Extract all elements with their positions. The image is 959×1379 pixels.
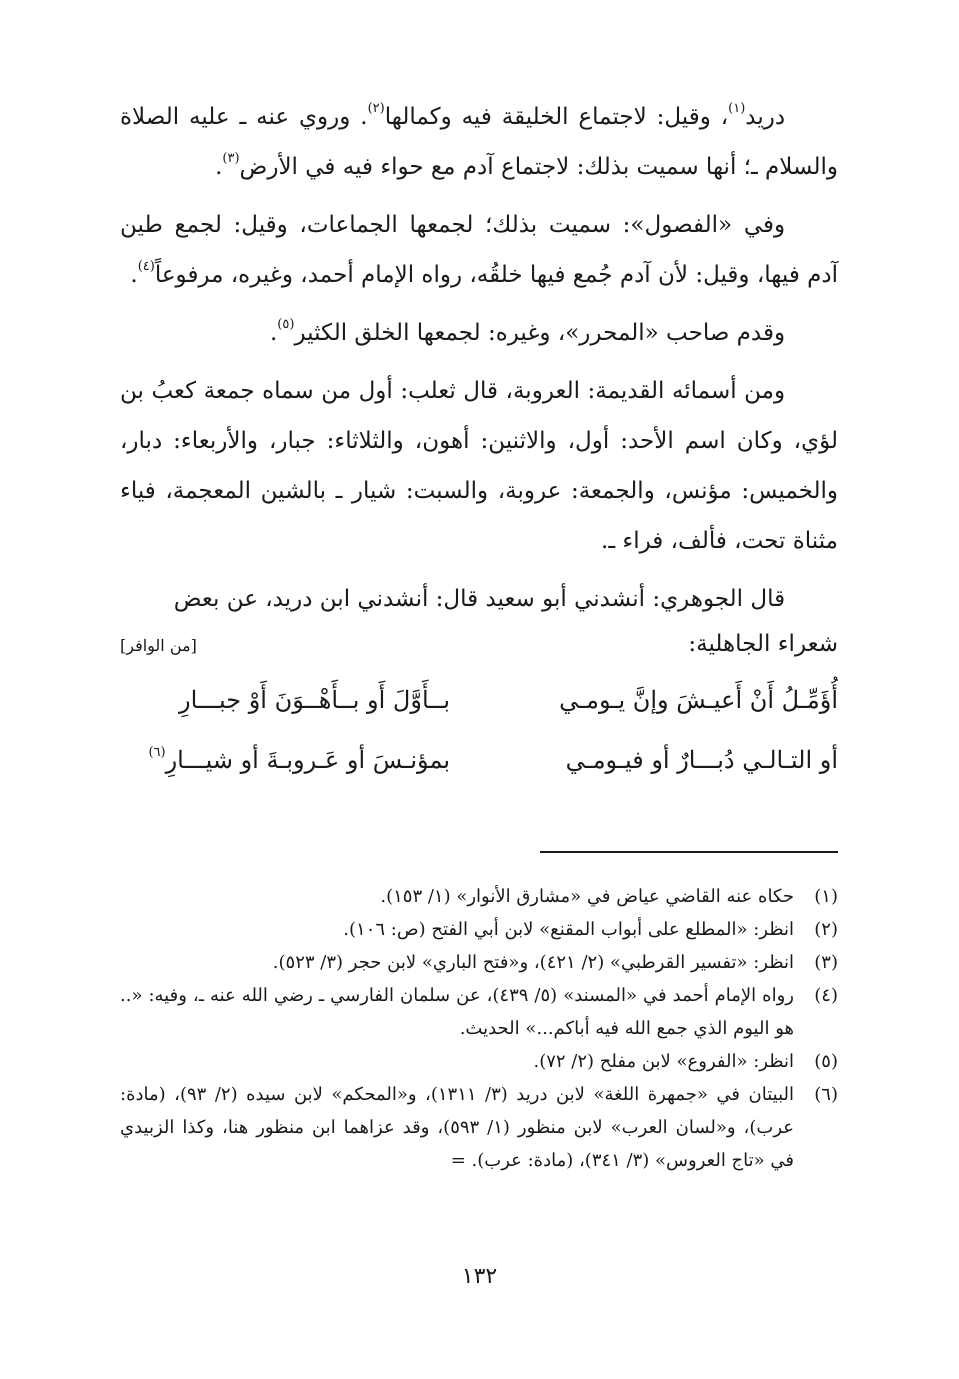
paragraph [120, 308, 838, 358]
page-number: ١٣٢ [461, 1264, 498, 1289]
footnote [120, 1045, 838, 1078]
poem [120, 670, 838, 790]
footnote-text: رواه الإمام أحمد في «المسند» (٥/ ٤٣٩)، عن سلمان الفارسي ـ رضي الله عنه ـ، وفيه: «.. هو اليوم الذي جمع الله فيه أباكم...» الحديث. [120, 985, 794, 1039]
text-run: . وروي عنه ـ عليه الصلاة والسلام ـ؛ أنها سميت بذلك: لاجتماع آدم مع حواء فيه في الأرض [120, 104, 838, 180]
main-text [120, 92, 838, 790]
footnote-marker: (١) [728, 101, 746, 116]
footnote-marker: (٤) [137, 259, 155, 274]
footnote [120, 946, 838, 979]
footnote-marker: (٣) [222, 151, 240, 166]
text-run: . [269, 320, 278, 346]
verse-second-text: بمؤنـسَ أو عَـروبـةَ أو شيـــارِ [165, 746, 450, 774]
paragraph [120, 366, 838, 566]
footnote-text: انظر: «الفروع» لابن مفلح (٢/ ٧٢). [533, 1051, 794, 1072]
verse-second-text: بــأَوَّلَ أَو بــأَهْــوَنَ أَوْ جبـــارِ [179, 686, 450, 714]
text-run: ومن أسمائه القديمة: العروبة، قال ثعلب: أول من سماه جمعة كعبُ بن لؤي، وكان اسم الأحد: أول، والاثنين: أهون، والثلاثاء: جبار، والأربعاء: دبار، والخميس: مؤنس، والجمعة: عروبة، والسبت: شيار ـ بالشين المعجمة، فياء مثناة تحت، فألف، فراء ـ. [120, 378, 838, 554]
paragraph [120, 92, 838, 192]
footnote [120, 913, 838, 946]
footnote-text: انظر: «تفسير القرطبي» (٢/ ٤٢١)، و«فتح الباري» لابن حجر (٣/ ٥٢٣). [272, 952, 794, 973]
footnote [120, 1078, 838, 1177]
paragraph [120, 200, 838, 300]
verse-second-hemistich [120, 730, 450, 790]
paragraph [120, 574, 838, 624]
verse-line [120, 670, 838, 730]
poem-intro-line [120, 624, 838, 664]
verse-first-hemistich: أو التـالـي دُبـــارٌ أو فيـومـي [565, 746, 838, 774]
text-run: . [130, 262, 138, 288]
footnote-marker: (٢) [367, 101, 385, 116]
text-run: ، وقيل: لاجتماع الخليقة فيه وكمالها [384, 104, 729, 130]
footnote [120, 979, 838, 1045]
text-run: وقدم صاحب «المحرر»، وغيره: لجمعها الخلق الكثير [294, 320, 786, 346]
text-run: قال الجوهري: أنشدني أبو سعيد قال: أنشدني ابن دريد، عن بعض [173, 586, 786, 612]
footnote-separator [540, 851, 838, 853]
text-run: وفي «الفصول»: سميت بذلك؛ لجمعها الجماعات، وقيل: لجمع طين آدم فيها، وقيل: لأن آدم جُمع فيها خلقُه، رواه الإمام أحمد، وغيره، مرفوعاً [120, 212, 838, 288]
text-run: . [215, 154, 223, 180]
verse-first-hemistich: أُؤَمِّـلُ أَنْ أَعيـشَ وإنَّ يـومـي [559, 686, 838, 714]
footnote-number: (٣) [814, 952, 838, 973]
poem-meter-label: [من الوافر] [120, 636, 197, 655]
footnotes [120, 880, 838, 1177]
footnote-marker: (٥) [277, 317, 295, 332]
footnote-text: انظر: «المطلع على أبواب المقنع» لابن أبي الفتح (ص: ١٠٦). [343, 919, 794, 940]
footnote-number: (٢) [814, 919, 838, 940]
footnote-marker: (٦) [148, 745, 166, 760]
footnote-number: (٦) [814, 1084, 838, 1105]
paragraphs [120, 92, 838, 624]
text-run: دريد [745, 104, 786, 130]
footnote-number: (٤) [814, 985, 838, 1006]
footnote-number: (١) [814, 886, 838, 907]
footnote [120, 880, 838, 913]
footnote-text: حكاه عنه القاضي عياض في «مشارق الأنوار» (١/ ١٥٣). [380, 886, 794, 907]
verse-second-hemistich [120, 670, 450, 730]
footnote-number: (٥) [814, 1051, 838, 1072]
verse-line [120, 730, 838, 790]
poem-intro: شعراء الجاهلية: [688, 631, 838, 657]
footnote-text: البيتان في «جمهرة اللغة» لابن دريد (٣/ ١٣١١)، و«المحكم» لابن سيده (٢/ ٩٣)، (مادة: عرب)، و«لسان العرب» لابن منظور (١/ ٥٩٣)، وقد عزاهما ابن منظور هنا، وكذا الزبيدي في «تاج العروس» (٣/ ٣٤١)، (مادة: عرب). = [120, 1084, 794, 1171]
